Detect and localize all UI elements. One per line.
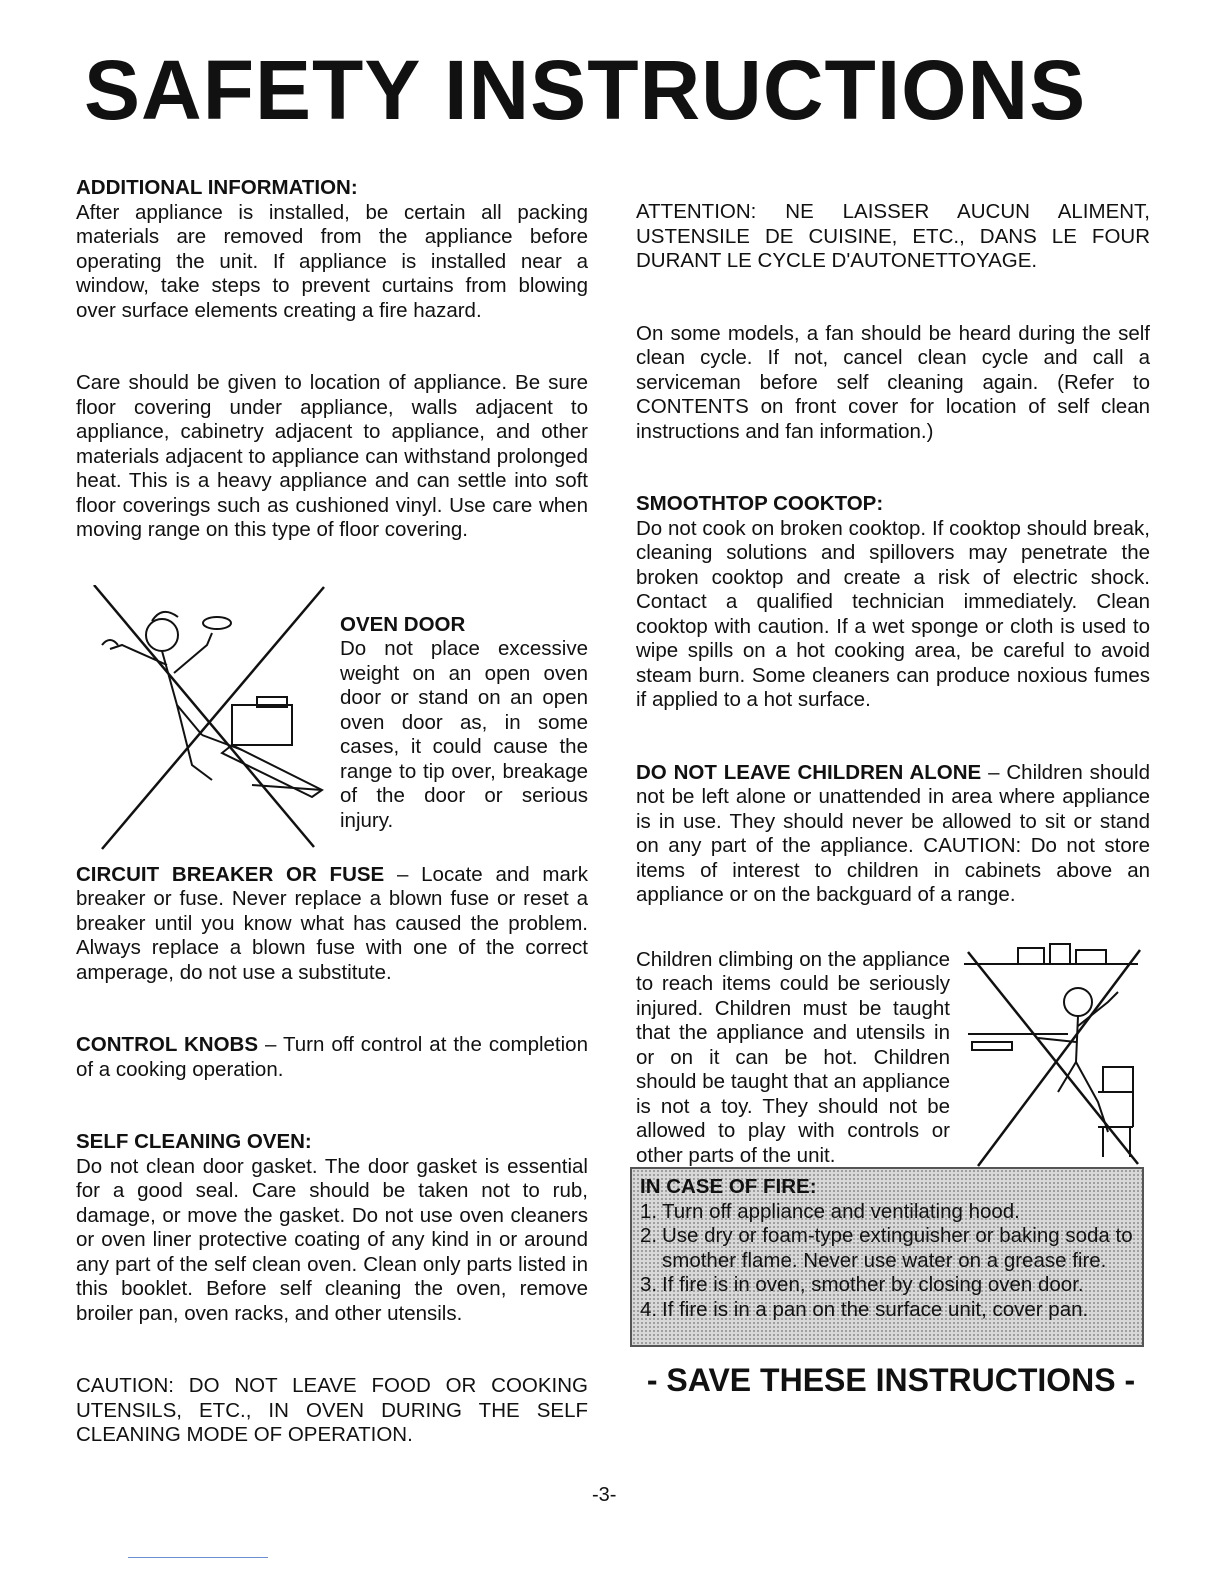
child-climbing-range-crossed-illustration <box>958 942 1150 1172</box>
self-cleaning-text: Do not clean door gasket. The door gasket is essential for a good seal. Care should be taken not to rub, damage, or move the gasket. Do not use oven cleaners or oven liner protective coating of any kind in or around any part of the self clean oven. Clean only parts listed in this booklet. Before self cleaning the oven, remove broiler pan, oven racks, and other utensils. <box>76 1154 588 1325</box>
attention-text: ATTENTION: NE LAISSER AUCUN ALIMENT, USTENSILE DE CUISINE, ETC., DANS LE FOUR DURANT LE CYCLE D'AUTONETTOYAGE. <box>636 200 1150 272</box>
page-number: -3- <box>592 1484 617 1506</box>
smoothtop-text: Do not cook on broken cooktop. If cooktop should break, cleaning solutions and spillovers may penetrate the broken cooktop and create a risk of electric shock. Contact a qualified technician immediately. Clean cooktop with caution. If a wet sponge or cloth is used to wipe spills on a hot cooking area, be careful to avoid steam burn. Some cleaners can produce noxious fumes if applied to a hot surface. <box>636 516 1150 711</box>
additional-info-paragraph-1: After appliance is installed, be certain all packing materials are removed from the appliance before operating the unit. If appliance is installed near a window, take steps to prevent curtains from blowing over surface elements creating a fire hazard. <box>76 200 588 322</box>
oven-door-text-block <box>340 613 588 834</box>
children-climbing-section <box>636 948 1150 1178</box>
caution-text: CAUTION: DO NOT LEAVE FOOD OR COOKING UTENSILS, ETC., IN OVEN DURING THE SELF CLEANING MODE OF OPERATION. <box>76 1374 588 1446</box>
page-title: SAFETY INSTRUCTIONS <box>84 43 1087 137</box>
additional-info-heading: ADDITIONAL INFORMATION: <box>76 176 358 199</box>
oven-door-text: Do not place excessive weight on an open oven door or stand on an open oven door as, in some cases, it could cause the range to tip over, breakage of the door or serious injury. <box>340 637 588 832</box>
children-text: – Children should not be left alone or unattended in area where appliance is in use. They should never be allowed to sit or stand on any part of the appliance. CAUTION: Do not store items of interest to children in cabinets above an appliance or on the backguard of a range. <box>636 760 1150 906</box>
additional-info-paragraph-2: Care should be given to location of appliance. Be sure floor covering under appliance, walls adjacent to appliance, cabinetry adjacent to appliance, and other materials adjacent to appliance can withstand prolonged heat. This is a heavy appliance and can settle into soft floor coverings such as cushioned vinyl. Use care when moving range on this type of floor covering. <box>76 371 588 541</box>
children-heading: DO NOT LEAVE CHILDREN ALONE <box>636 760 982 784</box>
circuit-breaker-paragraph <box>76 863 588 986</box>
oven-door-section <box>76 593 588 863</box>
self-cleaning-heading: SELF CLEANING OVEN: <box>76 1130 312 1153</box>
fan-text: On some models, a fan should be heard during the self clean cycle. If not, cancel clean cycle and call a serviceman before self cleaning again. (Refer to CONTENTS on front cover for location of self clean instructions and fan information.) <box>636 321 1150 443</box>
children-climbing-text: Children climbing on the appliance to reach items could be seriously injured. Children must be taught that the appliance and utensils in or on it can be hot. Children should be taught that an appliance is not a toy. They should not be allowed to play with controls or other parts of the unit. <box>636 947 950 1167</box>
fire-step: 3. If fire is in oven, smother by closing oven door. <box>640 1273 1084 1296</box>
fire-heading: IN CASE OF FIRE: <box>640 1175 817 1198</box>
smoothtop-heading: SMOOTHTOP COOKTOP: <box>636 492 884 515</box>
fire-step: 2. Use dry or foam-type extinguisher or baking soda to smother flame. Never use water on a grease fire. <box>640 1224 1133 1272</box>
left-column <box>76 176 588 1448</box>
footer-line <box>128 1557 268 1558</box>
fire-step: 4. If fire is in a pan on the surface unit, cover pan. <box>640 1297 1089 1321</box>
child-on-oven-door-crossed-illustration <box>82 585 332 855</box>
oven-door-heading: OVEN DOOR <box>340 612 466 636</box>
control-knobs-heading: CONTROL KNOBS <box>76 1033 258 1056</box>
circuit-breaker-heading: CIRCUIT BREAKER OR FUSE <box>76 862 385 886</box>
fire-step: 1. Turn off appliance and ventilating hood. <box>640 1199 1020 1223</box>
right-column <box>636 200 1150 1178</box>
fire-instructions-box <box>630 1167 1144 1347</box>
save-instructions-banner: - SAVE THESE INSTRUCTIONS - <box>646 1362 1136 1398</box>
control-knobs-text: – Turn off control at the completion of a cooking operation. <box>76 1033 588 1081</box>
control-knobs-paragraph <box>76 1033 588 1082</box>
children-paragraph <box>636 761 1150 908</box>
circuit-breaker-text: – Locate and mark breaker or fuse. Never replace a blown fuse or reset a breaker until you know what has caused the problem. Always replace a blown fuse with one of the correct amperage, do not use a substitute. <box>76 862 588 984</box>
